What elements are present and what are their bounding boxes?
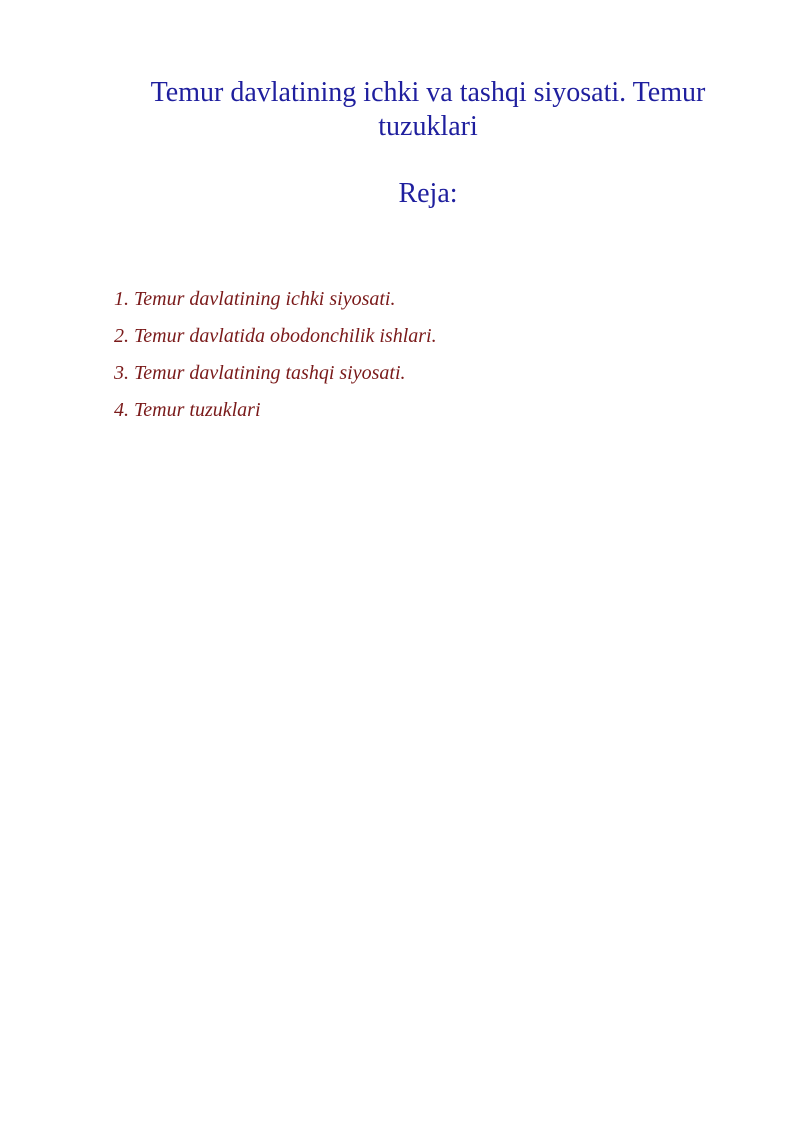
plan-item: 1. Temur davlatining ichki siyosati. xyxy=(114,288,396,310)
plan-item: 3. Temur davlatining tashqi siyosati. xyxy=(114,362,406,384)
plan-item: 4. Temur tuzuklari xyxy=(114,399,261,421)
plan-heading: Reja: xyxy=(398,178,458,209)
plan-list xyxy=(114,286,437,434)
plan-item: 2. Temur davlatida obodonchilik ishlari. xyxy=(114,325,437,347)
document-title: Temur davlatining ichki va tashqi siyosati. Temur tuzuklari xyxy=(150,77,706,142)
